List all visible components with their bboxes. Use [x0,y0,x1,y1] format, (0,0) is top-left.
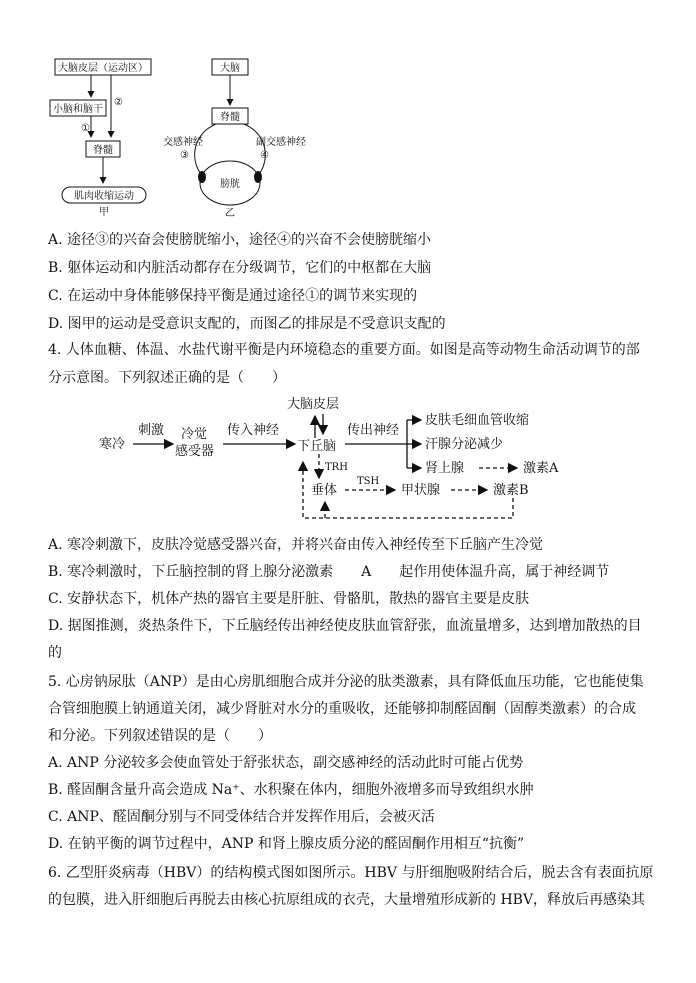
bladder-label: 膀胱 [220,179,240,190]
label-sympathetic: 交感神经 [163,137,203,148]
q6-stem-2: 的包膜，进入肝细胞后再脱去由核心抗原组成的衣壳，大量增殖形成新的 HBV，释放后再感染其 [48,892,646,908]
label-3: ③ [180,150,189,161]
box-cerebellum-label: 小脑和脑干 [53,104,103,115]
box-brain-label: 大脑 [220,63,240,74]
label-hormone-b: 激素B [493,483,529,498]
label-1: ① [81,123,90,134]
label-hormone-a: 激素A [523,461,559,476]
label-skin-vessels: 皮肤毛细血管收缩 [425,413,530,428]
label-pituitary: 垂体 [311,483,338,498]
q3-option-d: D. 图甲的运动是受意识支配的，而图乙的排尿是不受意识支配的 [48,316,446,332]
label-receptor-1: 冷觉 [181,427,208,442]
q3-option-c: C. 在运动中身体能够保持平衡是通过途径①的调节来实现的 [48,288,418,304]
label-tsh: TSH [357,476,380,487]
label-sweat-gland: 汗腺分泌减少 [425,437,504,452]
box-spinal-cord-yi-label: 脊髓 [220,112,240,123]
label-receptor-2: 感受器 [175,444,215,459]
box-cortex-label: 大脑皮层（运动区） [58,63,148,74]
label-4: ④ [260,150,269,161]
q4-option-a: A. 寒冷刺激下，皮肤冷觉感受器兴奋，并将兴奋由传入神经传至下丘脑产生冷觉 [48,537,544,553]
q6-stem-1: 6. 乙型肝炎病毒（HBV）的结构模式图如图所示。HBV 与肝细胞吸附结合后，脱去含有表面抗原 [48,865,654,881]
label-trh: TRH [325,462,348,473]
q4-option-d-line2: 的 [48,645,62,661]
q4-option-b: B. 寒冷刺激时，下丘脑控制的肾上腺分泌激素 A 起作用使体温升高，属于神经调节 [48,564,610,580]
label-2: ② [114,97,123,108]
caption-yi: 乙 [225,208,235,219]
q4-stem-2: 分示意图。下列叙述正确的是（ ） [48,370,286,386]
label-efferent: 传出神经 [347,423,400,438]
q4-stem-1: 4. 人体血糖、体温、水盐代谢平衡是内环境稳态的重要方面。如图是高等动物生命活动调节的部 [48,342,640,358]
label-hypothalamus: 下丘脑 [297,439,337,454]
q4-option-d-line1: D. 据图推测，炎热条件下，下丘脑经传出神经使皮肤血管舒张，血流量增多，达到增加散热的目 [48,618,642,634]
q5-option-d: D. 在钠平衡的调节过程中，ANP 和肾上腺皮质分泌的醛固酮作用相互“抗衡” [48,836,525,852]
q5-stem-2: 合管细胞膜上钠通道关闭，减少肾脏对水分的重吸收，还能够抑制醛固酮（固醇类激素）的合成 [48,701,636,717]
label-adrenal: 肾上腺 [425,461,465,476]
q5-option-b: B. 醛固酮含量升高会造成 Na⁺、水积聚在体内，细胞外液增多而导致组织水肿 [48,782,534,798]
q3-option-a: A. 途径③的兴奋会使膀胱缩小，途径④的兴奋不会使膀胱缩小 [48,232,432,248]
diagram-yi [160,55,340,220]
caption-jia: 甲 [99,207,109,218]
label-cold: 寒冷 [99,437,126,452]
label-afferent: 传入神经 [227,423,280,438]
diagram-thermoregulation [95,392,585,527]
label-thyroid: 甲状腺 [401,483,441,498]
box-muscle-label: 肌肉收缩运动 [74,191,134,202]
box-spinal-cord-label: 脊髓 [93,145,113,156]
label-parasympathetic: 副交感神经 [256,137,306,148]
q3-option-b: B. 躯体运动和内脏活动都存在分级调节，它们的中枢都在大脑 [48,260,432,276]
label-cerebral-cortex: 大脑皮层 [287,397,340,412]
q5-stem-3: 和分泌。下列叙述错误的是（ ） [48,728,272,744]
q5-option-a: A. ANP 分泌较多会使血管处于舒张状态，副交感神经的活动此时可能占优势 [48,755,524,771]
q4-option-c: C. 安静状态下，机体产热的器官主要是肝脏、骨骼肌，散热的器官主要是皮肤 [48,591,530,607]
q5-option-c: C. ANP、醛固酮分别与不同受体结合并发挥作用后，会被灭活 [48,809,435,825]
q5-stem-1: 5. 心房钠尿肽（ANP）是由心房肌细胞合成并分泌的肽类激素，具有降低血压功能，它也能使集 [48,674,644,690]
label-stimulus: 刺激 [138,423,165,438]
